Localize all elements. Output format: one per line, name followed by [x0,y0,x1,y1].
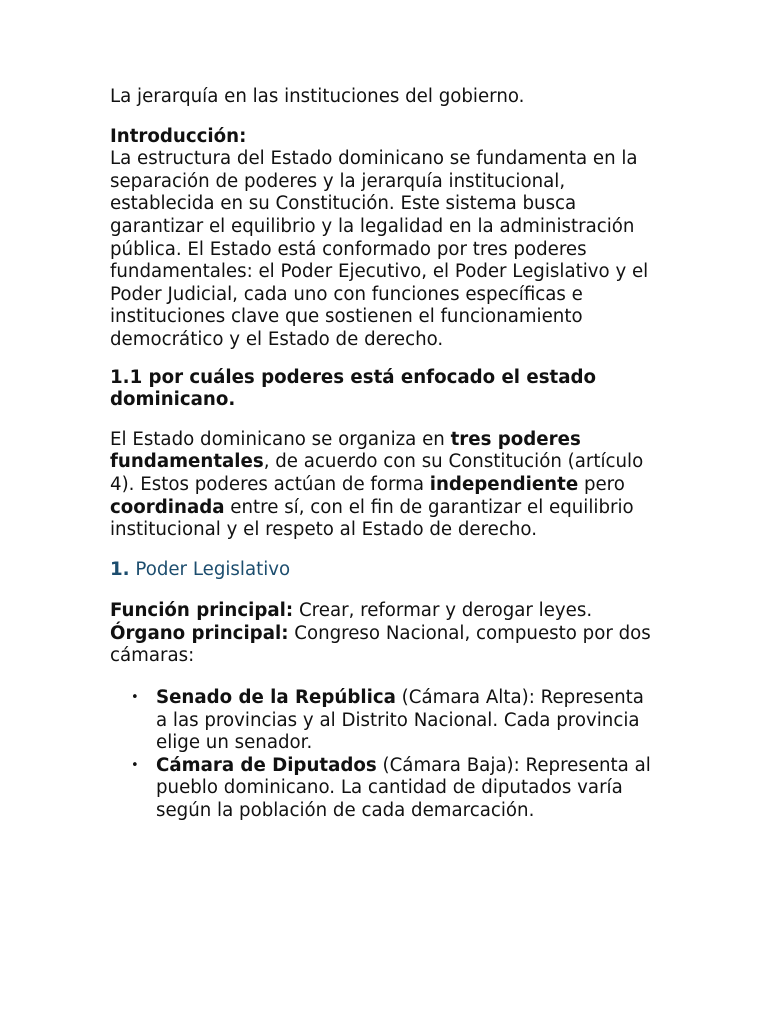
organization-bold-2: independiente [429,473,579,495]
list-item [110,687,658,755]
organization-bold-1: tres poderes fundamentales [110,428,581,473]
chamber-description: (Cámara Baja): Representa al pueblo dominicano. La cantidad de diputados varía según la población de cada demarcación. [156,754,651,822]
function-label: Función principal: [110,600,294,622]
organization-bold-3: coordinada [110,496,225,518]
organization-text-3: pero [578,473,625,495]
organization-text-4: entre sí, con el fin de garantizar el equilibrio institucional y el respeto al Estado de derecho. [110,496,634,541]
intro-heading: Introducción: [110,125,247,147]
legislative-number: 1. [110,558,130,580]
organ-label: Órgano principal: [110,622,289,644]
chamber-name: Senado de la República [156,687,396,709]
chamber-name: Cámara de Diputados [156,754,377,776]
function-line [110,600,658,623]
section-heading: 1.1 por cuáles poderes está enfocado el estado dominicano. [110,366,597,411]
organization-text-2: , de acuerdo con su Constitución (artículo 4). Estos poderes actúan de forma [110,451,644,495]
document-page [110,86,658,823]
function-text: Crear, reformar y derogar leyes. [293,600,593,622]
bullet-icon: • [131,690,139,706]
bullet-icon: • [131,757,139,773]
organ-line [110,623,658,668]
legislative-heading [110,559,658,582]
document-title: La jerarquía en las instituciones del gobierno. [110,86,525,107]
intro-paragraph: La estructura del Estado dominicano se fundamenta en la separación de poderes y la jerarquía institucional, establecida en su Constitución. Este sistema busca garantizar el equilibrio y la legalidad en la administración pública. El Estado está conformado por tres poderes fundamentales: el Poder Ejecutivo, el Poder Legislativo y el Poder Judicial, cada uno con funciones específicas e instituciones clave que sostienen el funcionamiento democrático y el Estado de derecho. [110,148,649,350]
chambers-list [110,687,658,823]
chamber-description: (Cámara Alta): Representa a las provincias y al Distrito Nacional. Cada provincia elige un senador. [156,687,644,754]
organ-text: Congreso Nacional, compuesto por dos cámaras: [110,622,651,667]
organization-paragraph [110,429,658,542]
list-item [110,755,658,823]
legislative-title: Poder Legislativo [135,558,291,580]
organization-text-1: El Estado dominicano se organiza en [110,428,451,450]
